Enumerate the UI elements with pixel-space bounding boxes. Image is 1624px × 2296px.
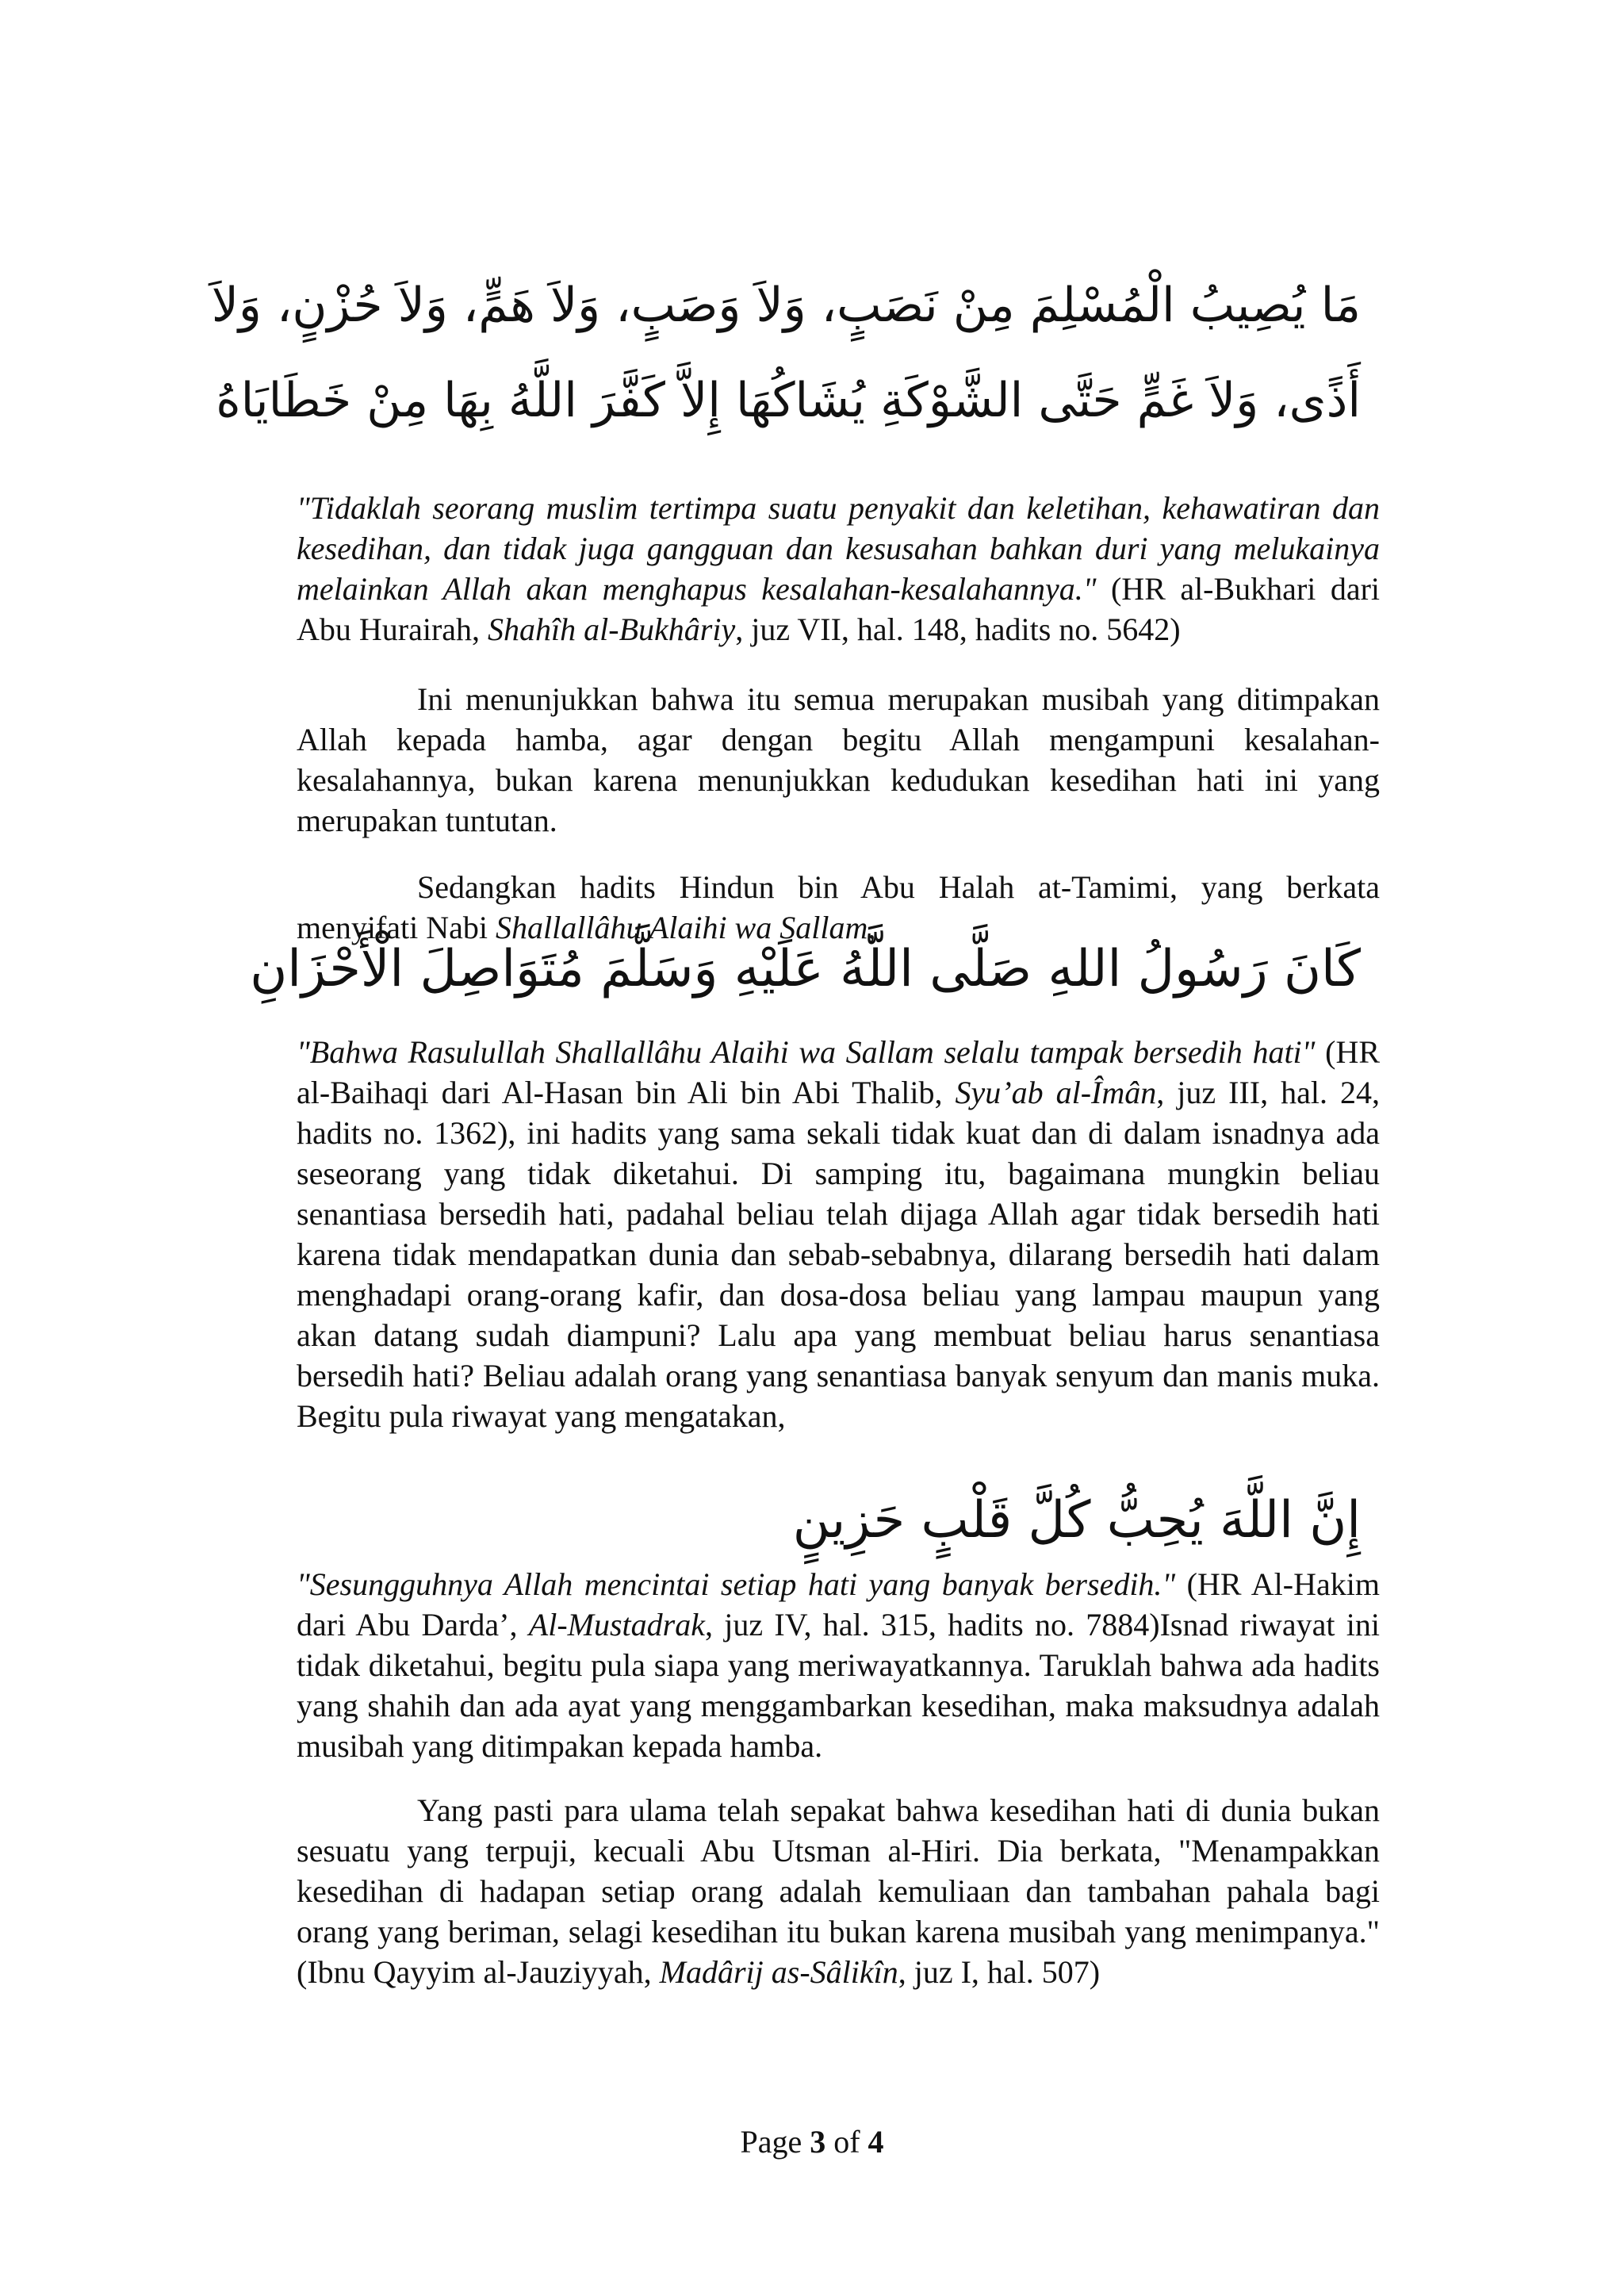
- page-of-label: of: [825, 2124, 868, 2160]
- citation-1a: (HR al-Bukhari dari Abu Hurairah,: [297, 571, 1381, 647]
- citation-3b: , juz IV, hal. 315, hadits no. 7884)Isnad riwayat ini tidak diketahui, begitu pula siapa yang meriwayatkannya. Taruklah bahwa ada hadits yang shahih dan ada ayat yang menggambarkan kesedihan, maka maksudnya adalah musibah yang ditimpakan kepada hamba.: [297, 1607, 1380, 1764]
- book-title-1: Shahîh al-Bukhâriy: [488, 611, 736, 647]
- citation-2b: , juz III, hal. 24, hadits no. 1362), ini hadits yang sama sekali tidak kuat dan di dalam isnadnya ada seseorang yang tidak diketahui. Di samping itu, bagaimana mungkin beliau senantiasa bersedih hati, padahal beliau telah dijaga Allah agar tidak bersedih hati karena tidak mendapatkan dunia dan sebab-sebabnya, dilarang bersedih hati dalam menghadapi orang-orang kafir, dan dosa-dosa beliau yang lampau maupun yang akan datang sudah diampuni? Lalu apa yang membuat beliau harus senantiasa bersedih hati? Beliau adalah orang yang senantiasa banyak senyum dan manis muka. Begitu pula riwayat yang mengatakan,: [297, 1075, 1381, 1434]
- paragraph-consensus: [297, 1790, 1380, 1992]
- paragraph-hindun: [297, 867, 1380, 948]
- page-current-number: 3: [810, 2124, 826, 2160]
- arabic-hadith-2: كَانَ رَسُولُ اللهِ صَلَّى اللَّهُ عَلَيْهِ وَسَلَّمَ مُتَوَاصِلَ الْأَحْزَانِ: [250, 940, 1361, 999]
- page-footer: [0, 2123, 1624, 2160]
- paragraph-hindun-text: Sedangkan hadits Hindun bin Abu Halah at-Tamimi, yang berkata menyifati Nabi: [297, 869, 1380, 945]
- paragraph-translation-1: [297, 488, 1380, 650]
- paragraph-translation-2: [297, 1032, 1380, 1436]
- quote-translation-3: "Sesungguhnya Allah mencintai setiap hati yang banyak bersedih.": [297, 1566, 1176, 1602]
- arabic-hadith-1-line-1: مَا يُصِيبُ الْمُسْلِمَ مِنْ نَصَبٍ، وَلاَ وَصَبٍ، وَلاَ هَمٍّ، وَلاَ حُزْنٍ، وَلاَ: [211, 278, 1361, 333]
- paragraph-translation-3: [297, 1564, 1380, 1766]
- paragraph-consensus-tail: , juz I, hal. 507): [898, 1954, 1101, 1990]
- paragraph-explanation: Ini menunjukkan bahwa itu semua merupakan musibah yang ditimpakan Allah kepada hamba, agar dengan begitu Allah mengampuni kesalahan-kesalahannya, bukan karena menunjukkan kedudukan kesedihan hati ini yang merupakan tuntutan.: [297, 681, 1380, 838]
- citation-3a: (HR Al-Hakim dari Abu Darda’,: [297, 1566, 1380, 1642]
- citation-2a: (HR al-Baihaqi dari Al-Hasan bin Ali bin Abi Thalib,: [297, 1034, 1381, 1110]
- page-label: Page: [740, 2124, 810, 2160]
- book-title-3: Al-Mustadrak: [528, 1607, 705, 1642]
- paragraph-consensus-text: Yang pasti para ulama telah sepakat bahwa kesedihan hati di dunia bukan sesuatu yang terpuji, kecuali Abu Utsman al-Hiri. Dia berkata, "Menampakkan kesedihan di hadapan setiap orang adalah kemuliaan dan tambahan pahala bagi orang yang beriman, selagi kesedihan itu bukan karena musibah yang menimpanya." (Ibnu Qayyim al-Jauziyyah,: [297, 1792, 1380, 1990]
- quote-translation-1: "Tidaklah seorang muslim tertimpa suatu penyakit dan keletihan, kehawatiran dan kesedihan, dan tidak juga gangguan dan kesusahan bahkan duri yang melukainya melainkan Allah akan menghapus kesalahan-kesalahannya.": [297, 490, 1380, 607]
- arabic-hadith-1-line-2: أَذًى، وَلاَ غَمٍّ حَتَّى الشَّوْكَةِ يُشَاكُهَا إِلاَّ كَفَّرَ اللَّهُ بِهَا مِنْ خَطَايَاهُ: [216, 373, 1361, 428]
- book-title-4: Madârij as-Sâlikîn: [659, 1954, 898, 1990]
- citation-1b: , juz VII, hal. 148, hadits no. 5642): [735, 611, 1181, 647]
- honorific: Shallallâhu Alaihi wa Sallam,: [496, 910, 876, 945]
- quote-translation-2: "Bahwa Rasulullah Shallallâhu Alaihi wa Sallam selalu tampak bersedih hati": [297, 1034, 1316, 1070]
- page-total-number: 4: [868, 2124, 884, 2160]
- book-title-2: Syu’ab al-Îmân: [955, 1075, 1157, 1110]
- arabic-hadith-3: إِنَّ اللَّهَ يُحِبُّ كُلَّ قَلْبٍ حَزِينٍ: [792, 1491, 1361, 1550]
